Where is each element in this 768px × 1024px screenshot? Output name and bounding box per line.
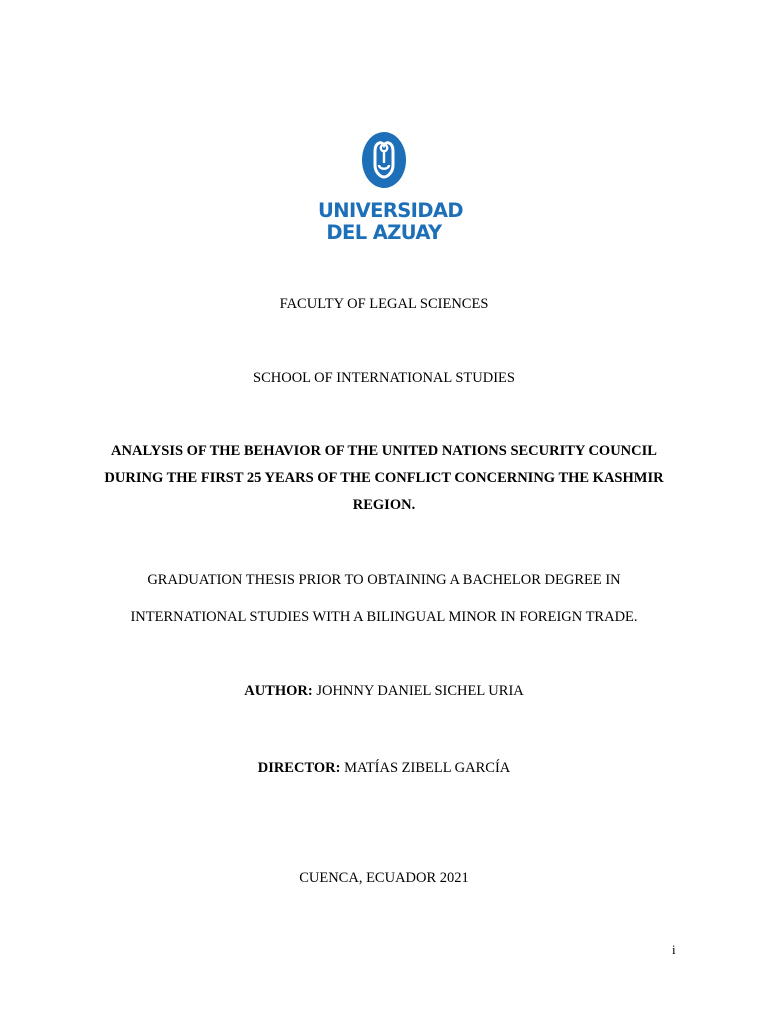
director-line: [0, 759, 768, 777]
logo-text-del-azuay: DEL AZUAY: [326, 221, 442, 244]
university-emblem-icon: [360, 130, 408, 190]
director-label: DIRECTOR:: [257, 760, 341, 776]
author-label: AUTHOR:: [244, 683, 313, 699]
faculty-name: FACULTY OF LEGAL SCIENCES: [279, 296, 489, 312]
page-number: i: [672, 942, 676, 957]
author-line: [0, 682, 768, 700]
place-and-date: CUENCA, ECUADOR 2021: [299, 870, 469, 886]
university-logo: [318, 128, 464, 246]
author-name: JOHNNY DANIEL SICHEL URIA: [316, 683, 524, 699]
graduation-statement-line-2: INTERNATIONAL STUDIES WITH A BILINGUAL MINOR IN FOREIGN TRADE.: [130, 609, 638, 625]
school-name: SCHOOL OF INTERNATIONAL STUDIES: [253, 370, 515, 386]
logo-text-universidad: UNIVERSIDAD: [318, 199, 464, 222]
thesis-title: ANALYSIS OF THE BEHAVIOR OF THE UNITED NATIONS SECURITY COUNCIL DURING THE FIRST 25 YEARS OF THE CONFLICT CONCERNING THE KASHMIR REGION.: [104, 443, 664, 513]
graduation-statement-line-1: GRADUATION THESIS PRIOR TO OBTAINING A BACHELOR DEGREE IN: [147, 572, 621, 588]
director-name: MATÍAS ZIBELL GARCÍA: [344, 760, 511, 776]
